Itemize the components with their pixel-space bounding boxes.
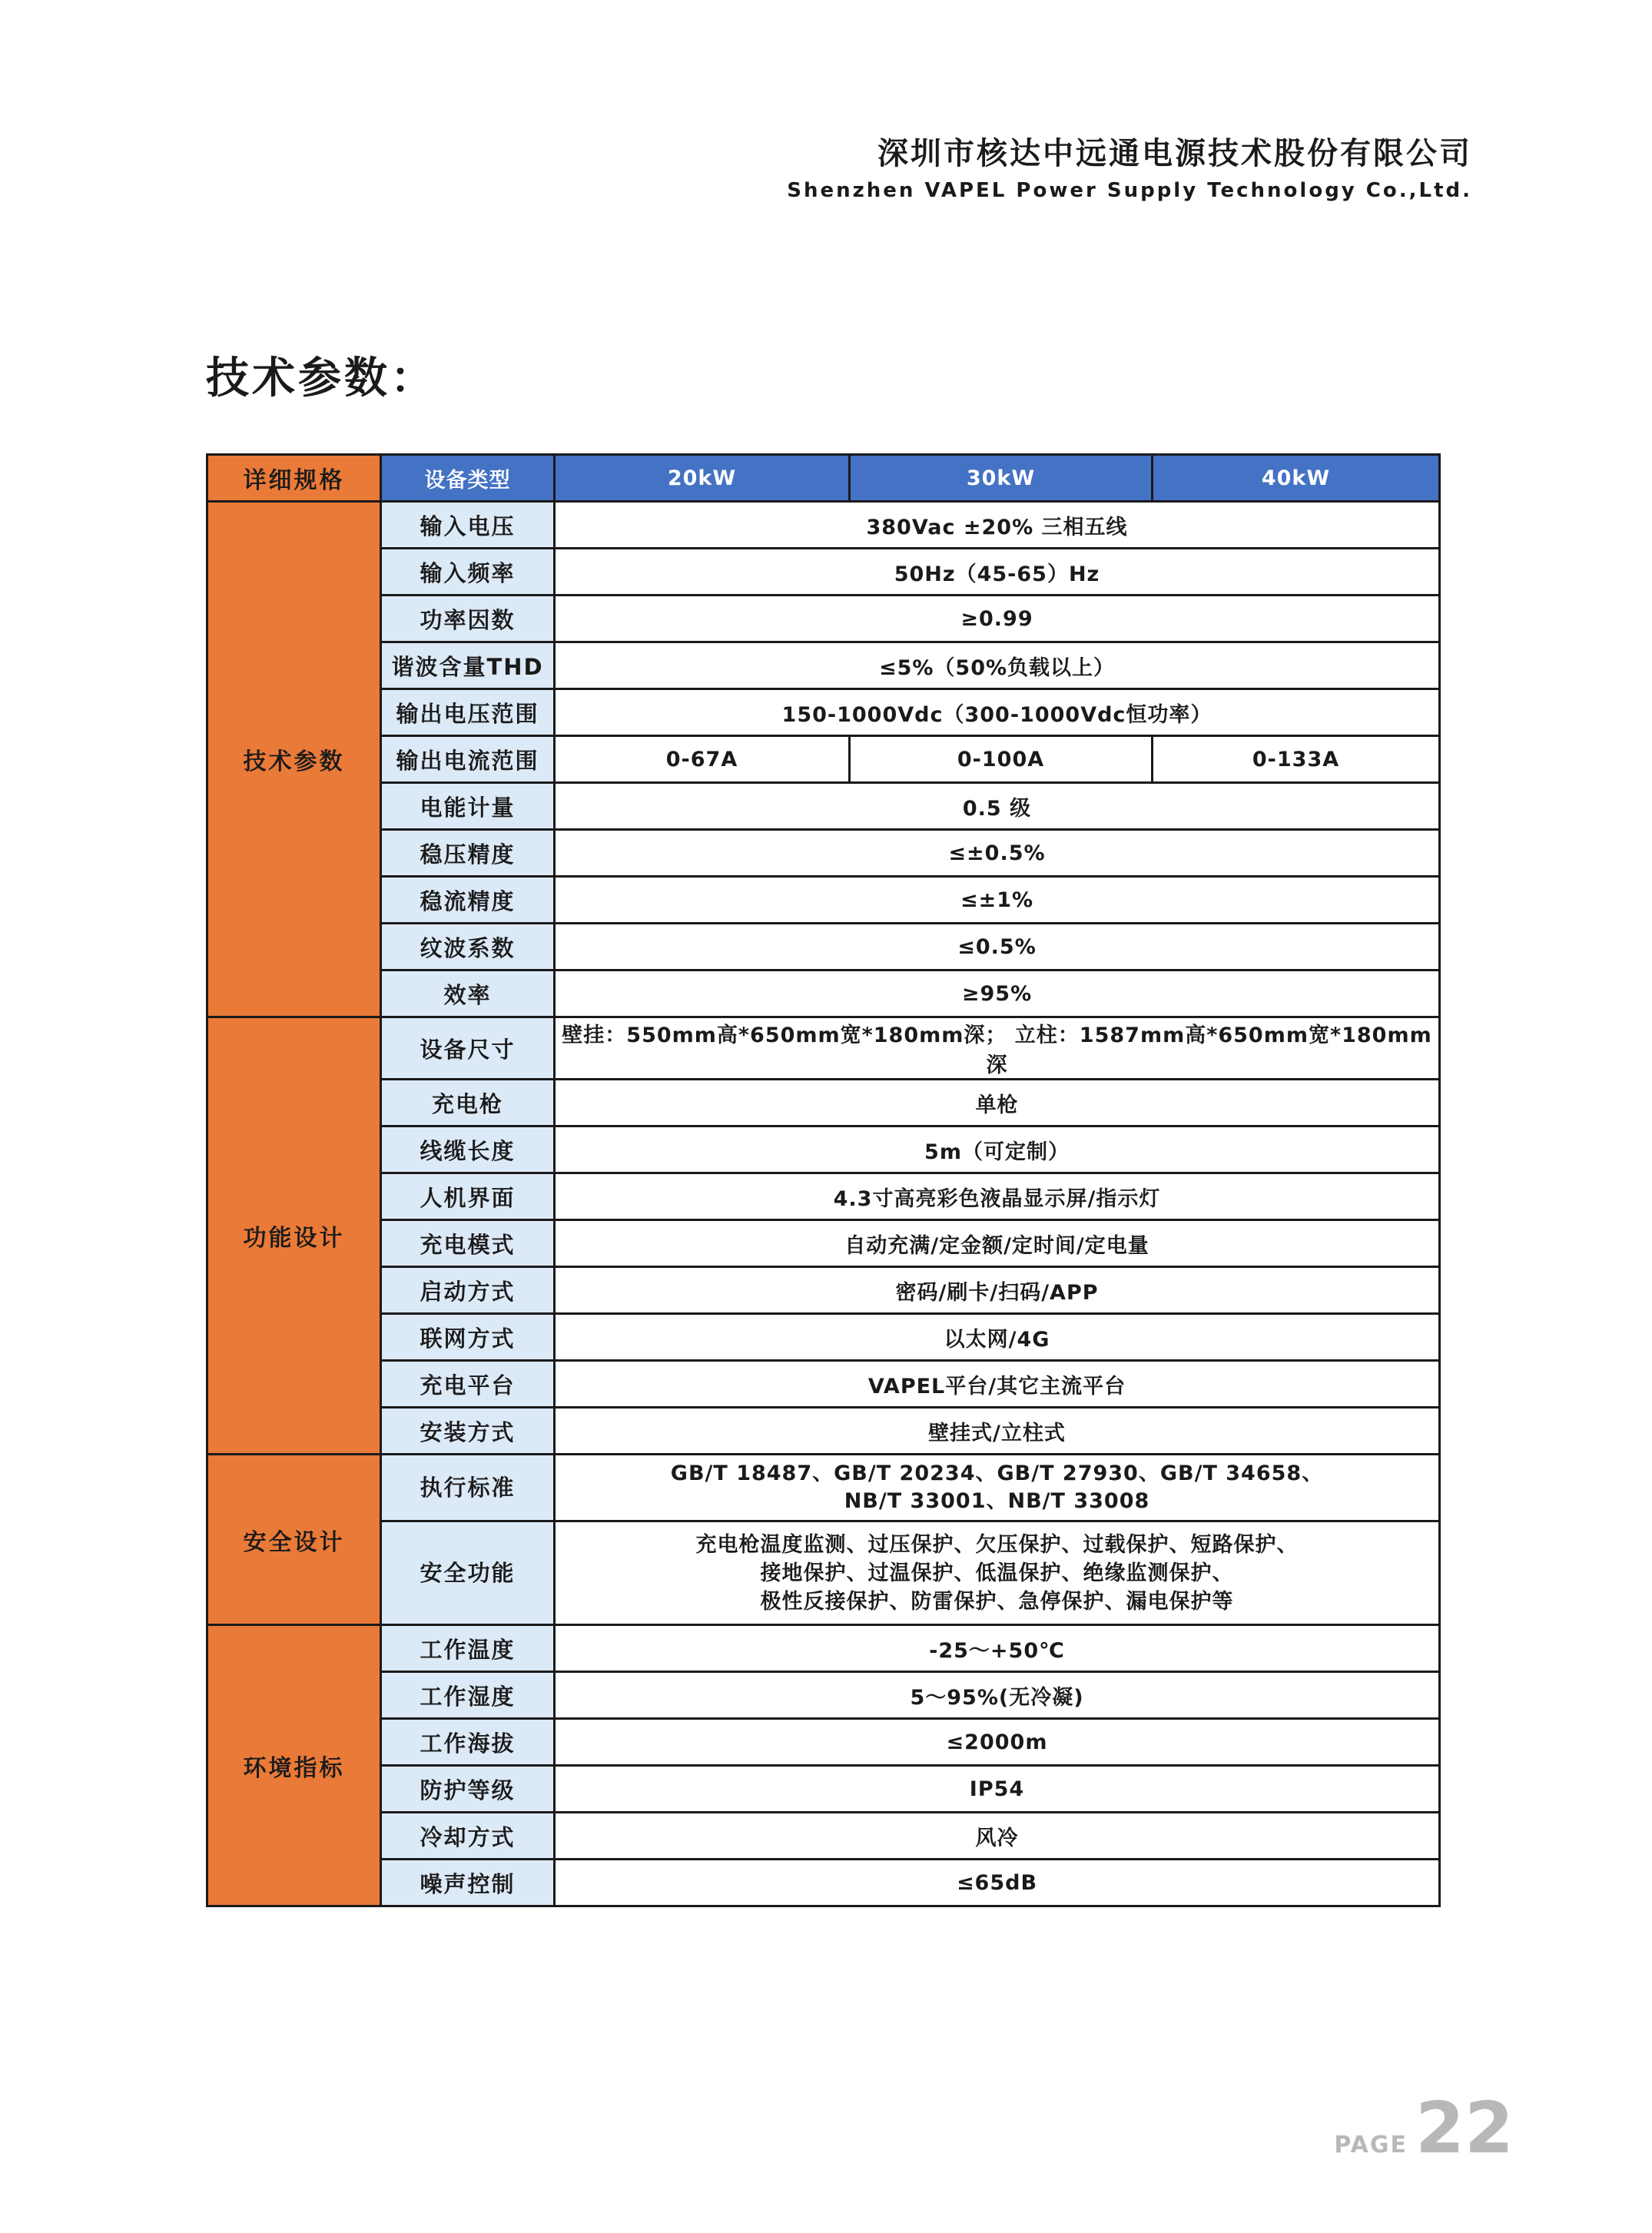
header-model-20kw: 20kW (555, 455, 850, 502)
param-label: 功率因数 (381, 596, 555, 642)
param-label: 充电枪 (381, 1080, 555, 1126)
value-cell: ≤65dB (555, 1860, 1440, 1906)
table-row (207, 1408, 1440, 1455)
param-label: 充电平台 (381, 1361, 555, 1408)
table-row (207, 596, 1440, 642)
value-line: 充电枪温度监测、过压保护、欠压保护、过载保护、短路保护、 (695, 1532, 1299, 1557)
table-row (207, 1521, 1440, 1625)
table-row (207, 1766, 1440, 1813)
table-row (207, 1625, 1440, 1672)
value-cell: 壁挂：550mm高*650mm宽*180mm深； 立柱：1587mm高*650mm宽*180mm深 (555, 1017, 1440, 1080)
table-header-row (207, 455, 1440, 502)
table-row (207, 924, 1440, 971)
param-label: 电能计量 (381, 783, 555, 830)
value-cell: ≤5%（50%负载以上） (555, 642, 1440, 689)
value-cell: ≤±0.5% (555, 830, 1440, 877)
param-label: 冷却方式 (381, 1813, 555, 1860)
value-cell: 风冷 (555, 1813, 1440, 1860)
value-cell: 380Vac ±20% 三相五线 (555, 502, 1440, 549)
table-row (207, 502, 1440, 549)
param-label: 输出电压范围 (381, 689, 555, 736)
value-cell: 单枪 (555, 1080, 1440, 1126)
value-cell: 4.3寸高亮彩色液晶显示屏/指示灯 (555, 1173, 1440, 1220)
spec-table-body (207, 455, 1440, 1906)
table-row (207, 1672, 1440, 1719)
spec-table (206, 453, 1441, 1907)
page-label: PAGE (1334, 2132, 1408, 2158)
param-label: 纹波系数 (381, 924, 555, 971)
table-row (207, 1017, 1440, 1080)
table-row (207, 877, 1440, 924)
value-cell: 5～95%(无冷凝) (555, 1672, 1440, 1719)
param-label: 人机界面 (381, 1173, 555, 1220)
table-row (207, 689, 1440, 736)
value-line: 接地保护、过温保护、低温保护、绝缘监测保护、 (760, 1561, 1234, 1585)
value-cell: -25～+50℃ (555, 1625, 1440, 1672)
table-row (207, 1126, 1440, 1173)
header-spec: 详细规格 (207, 455, 381, 502)
value-cell: 壁挂式/立柱式 (555, 1408, 1440, 1455)
value-cell: 0.5 级 (555, 783, 1440, 830)
value-cell: 密码/刷卡/扫码/APP (555, 1267, 1440, 1314)
table-row (207, 1220, 1440, 1267)
param-label: 稳流精度 (381, 877, 555, 924)
company-header (787, 129, 1472, 202)
category-cell: 环境指标 (207, 1625, 381, 1906)
table-row (207, 642, 1440, 689)
param-label: 线缆长度 (381, 1126, 555, 1173)
param-label: 输入电压 (381, 502, 555, 549)
param-label: 执行标准 (381, 1455, 555, 1521)
value-cell: 0-67A (555, 736, 850, 783)
table-row (207, 1813, 1440, 1860)
value-cell: 50Hz（45-65）Hz (555, 549, 1440, 596)
section-title: 技术参数： (206, 353, 436, 403)
company-name-en: Shenzhen VAPEL Power Supply Technology Co.,Ltd. (787, 179, 1472, 202)
value-cell: 5m（可定制） (555, 1126, 1440, 1173)
category-cell: 安全设计 (207, 1455, 381, 1625)
param-label: 噪声控制 (381, 1860, 555, 1906)
value-cell: 0-133A (1153, 736, 1440, 783)
value-cell: IP54 (555, 1766, 1440, 1813)
param-label: 安全功能 (381, 1521, 555, 1625)
value-cell (555, 1455, 1440, 1521)
value-cell: ≤±1% (555, 877, 1440, 924)
param-label: 工作海拔 (381, 1719, 555, 1766)
value-cell: 自动充满/定金额/定时间/定电量 (555, 1220, 1440, 1267)
table-row (207, 830, 1440, 877)
value-cell: ≥0.99 (555, 596, 1440, 642)
category-cell: 功能设计 (207, 1017, 381, 1455)
value-cell: 0-100A (850, 736, 1153, 783)
page-number-value: 22 (1415, 2087, 1514, 2169)
page-number (1334, 2087, 1514, 2169)
param-label: 谐波含量THD (381, 642, 555, 689)
value-cell: VAPEL平台/其它主流平台 (555, 1361, 1440, 1408)
value-cell: ≤2000m (555, 1719, 1440, 1766)
table-row (207, 1719, 1440, 1766)
param-label: 防护等级 (381, 1766, 555, 1813)
value-line: NB/T 33001、NB/T 33008 (844, 1489, 1150, 1513)
param-label: 输出电流范围 (381, 736, 555, 783)
param-label: 工作湿度 (381, 1672, 555, 1719)
table-row (207, 549, 1440, 596)
category-cell: 技术参数 (207, 502, 381, 1017)
table-row (207, 1314, 1440, 1361)
table-row (207, 1173, 1440, 1220)
param-label: 输入频率 (381, 549, 555, 596)
table-row (207, 1361, 1440, 1408)
param-label: 效率 (381, 971, 555, 1017)
table-row (207, 783, 1440, 830)
value-cell: 150-1000Vdc（300-1000Vdc恒功率） (555, 689, 1440, 736)
table-row (207, 736, 1440, 783)
param-label: 稳压精度 (381, 830, 555, 877)
value-cell: ≥95% (555, 971, 1440, 1017)
table-row (207, 1080, 1440, 1126)
param-label: 安装方式 (381, 1408, 555, 1455)
param-label: 联网方式 (381, 1314, 555, 1361)
value-line: 极性反接保护、防雷保护、急停保护、漏电保护等 (760, 1589, 1234, 1614)
value-cell (555, 1521, 1440, 1625)
header-model-40kw: 40kW (1153, 455, 1440, 502)
param-label: 充电模式 (381, 1220, 555, 1267)
param-label: 启动方式 (381, 1267, 555, 1314)
value-line: GB/T 18487、GB/T 20234、GB/T 27930、GB/T 34658、 (670, 1462, 1324, 1485)
table-row (207, 1455, 1440, 1521)
company-name-cn: 深圳市核达中远通电源技术股份有限公司 (877, 136, 1472, 171)
header-model-30kw: 30kW (850, 455, 1153, 502)
param-label: 设备尺寸 (381, 1017, 555, 1080)
header-type: 设备类型 (381, 455, 555, 502)
value-cell: ≤0.5% (555, 924, 1440, 971)
value-cell: 以太网/4G (555, 1314, 1440, 1361)
param-label: 工作温度 (381, 1625, 555, 1672)
table-row (207, 1860, 1440, 1906)
table-row (207, 1267, 1440, 1314)
table-row (207, 971, 1440, 1017)
